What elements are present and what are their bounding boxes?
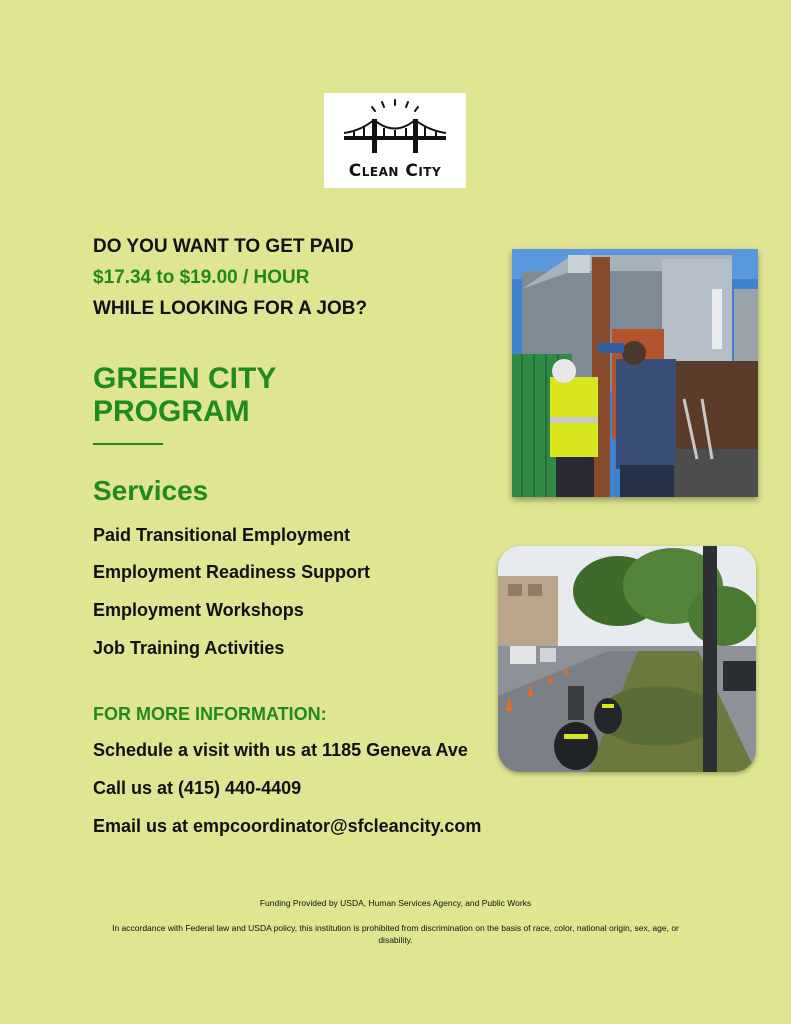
workers-fence-photo [512,249,758,497]
clean-city-logo [324,93,466,188]
street-median-photo [498,546,756,772]
headline-question-end: WHILE LOOKING FOR A JOB? [93,298,368,319]
phone-number: Call us at (415) 440-4409 [93,778,302,798]
email-address: Email us at empcoordinator@sfcleancity.com [93,816,482,836]
service-item: Employment Workshops [93,600,304,620]
funding-note: Funding Provided by USDA, Human Services Agency, and Public Works [259,898,532,908]
logo-text: Clean City [348,161,442,181]
program-title-line2: PROGRAM [93,395,250,428]
services-heading: Services [93,475,209,506]
more-info-colon: : [320,704,327,724]
golden-gate-bridge-icon [324,93,466,163]
service-item: Job Training Activities [93,638,285,658]
program-title-line1: GREEN CITY [93,362,277,395]
program-title [93,362,276,428]
service-item: Employment Readiness Support [93,562,371,582]
more-info-heading [93,704,327,725]
wage-range: $17.34 to $19.00 / HOUR [93,267,310,288]
nondiscrimination-statement: In accordance with Federal law and USDA policy, this institution is prohibited from discrimination on the basis of race, color, national origin, sex, age, or disability. [112,923,679,945]
visit-address: Schedule a visit with us at 1185 Geneva Ave [93,740,468,760]
divider [93,443,163,445]
headline-question: DO YOU WANT TO GET PAID [93,236,354,257]
more-info-label: FOR MORE INFORMATION [93,704,321,724]
service-item: Paid Transitional Employment [93,525,351,545]
